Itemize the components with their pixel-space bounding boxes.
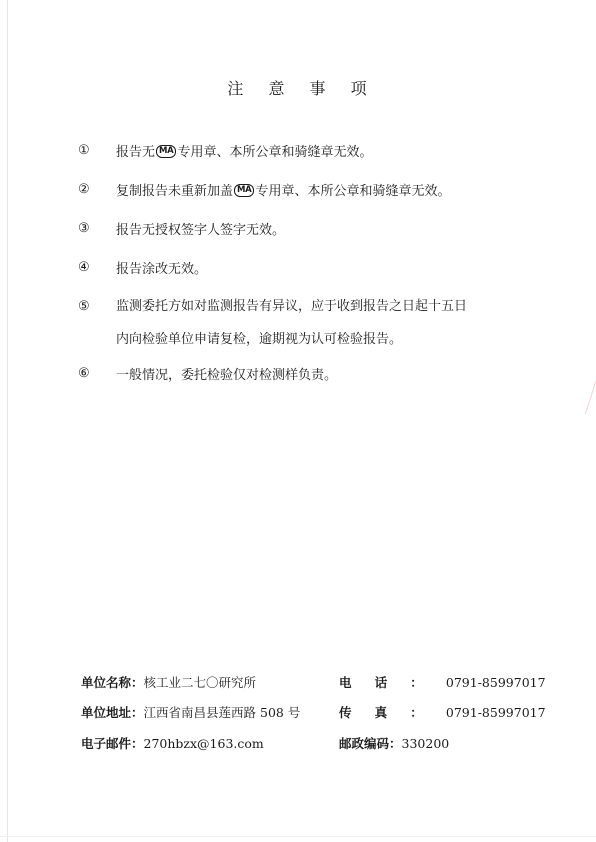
email-field — [81, 734, 264, 754]
stamp-stroke — [564, 366, 596, 415]
notice-item-6 — [78, 361, 548, 391]
email-label: 电子邮件： — [81, 736, 144, 751]
notice-list — [78, 138, 548, 400]
unit-name-field — [81, 673, 256, 693]
page-title: 注 意 事 项 — [227, 79, 377, 98]
item-text-line-1: 监测委托方如对监测报告有异议，应于收到报告之日起十五日 — [116, 299, 468, 314]
fax-label: 传真： — [339, 705, 446, 720]
phone-value: 0791-85997017 — [445, 675, 546, 690]
cma-seal-icon: MA — [156, 145, 176, 158]
notice-item-1 — [78, 138, 548, 168]
item-number: ① — [78, 143, 90, 158]
email-value: 270hbzx@163.com — [143, 736, 264, 751]
footer-row-3 — [81, 734, 531, 754]
postcode-field — [339, 734, 449, 754]
item-text: 报告涂改无效。 — [116, 262, 208, 277]
item-text-before: 复制报告未重新加盖 — [116, 184, 234, 199]
notice-item-3 — [78, 216, 548, 246]
fax-field — [339, 703, 546, 723]
item-number: ⑥ — [78, 366, 90, 381]
item-text — [116, 294, 548, 352]
phone-label: 电话： — [339, 675, 446, 690]
item-text: 报告无授权签字人签字无效。 — [116, 223, 286, 238]
item-number: ③ — [78, 221, 90, 236]
unit-address-value: 江西省南昌县莲西路 508 号 — [143, 705, 301, 720]
postcode-label: 邮政编码： — [339, 736, 402, 751]
notice-item-4 — [78, 255, 548, 285]
unit-address-field — [81, 703, 300, 723]
phone-field — [339, 673, 546, 693]
item-text: 一般情况，委托检验仅对检测样负责。 — [116, 368, 338, 383]
notice-item-5 — [78, 294, 548, 352]
item-text — [116, 138, 548, 168]
scan-edge-bottom — [0, 836, 596, 837]
item-text — [116, 177, 548, 207]
item-text-line-2: 内向检验单位申请复检，逾期视为认可检验报告。 — [116, 332, 403, 347]
notice-item-2 — [78, 177, 548, 207]
scan-edge-left — [7, 0, 8, 842]
item-text-after: 专用章、本所公章和骑缝章无效。 — [177, 145, 373, 160]
item-number: ⑤ — [78, 299, 90, 314]
item-text-before: 报告无 — [116, 145, 156, 160]
footer-row-2 — [81, 703, 546, 723]
item-number: ④ — [78, 260, 90, 275]
postcode-value: 330200 — [401, 736, 450, 751]
fax-value: 0791-85997017 — [445, 705, 546, 720]
unit-address-label: 单位地址： — [81, 705, 144, 720]
item-number: ② — [78, 182, 90, 197]
item-text-after: 专用章、本所公章和骑缝章无效。 — [255, 184, 451, 199]
seam-stamp-trace — [568, 350, 590, 430]
cma-seal-icon: MA — [234, 184, 254, 197]
unit-name-label: 单位名称： — [81, 675, 144, 690]
footer-row-1 — [81, 673, 546, 693]
unit-name-value: 核工业二七〇研究所 — [143, 675, 257, 690]
